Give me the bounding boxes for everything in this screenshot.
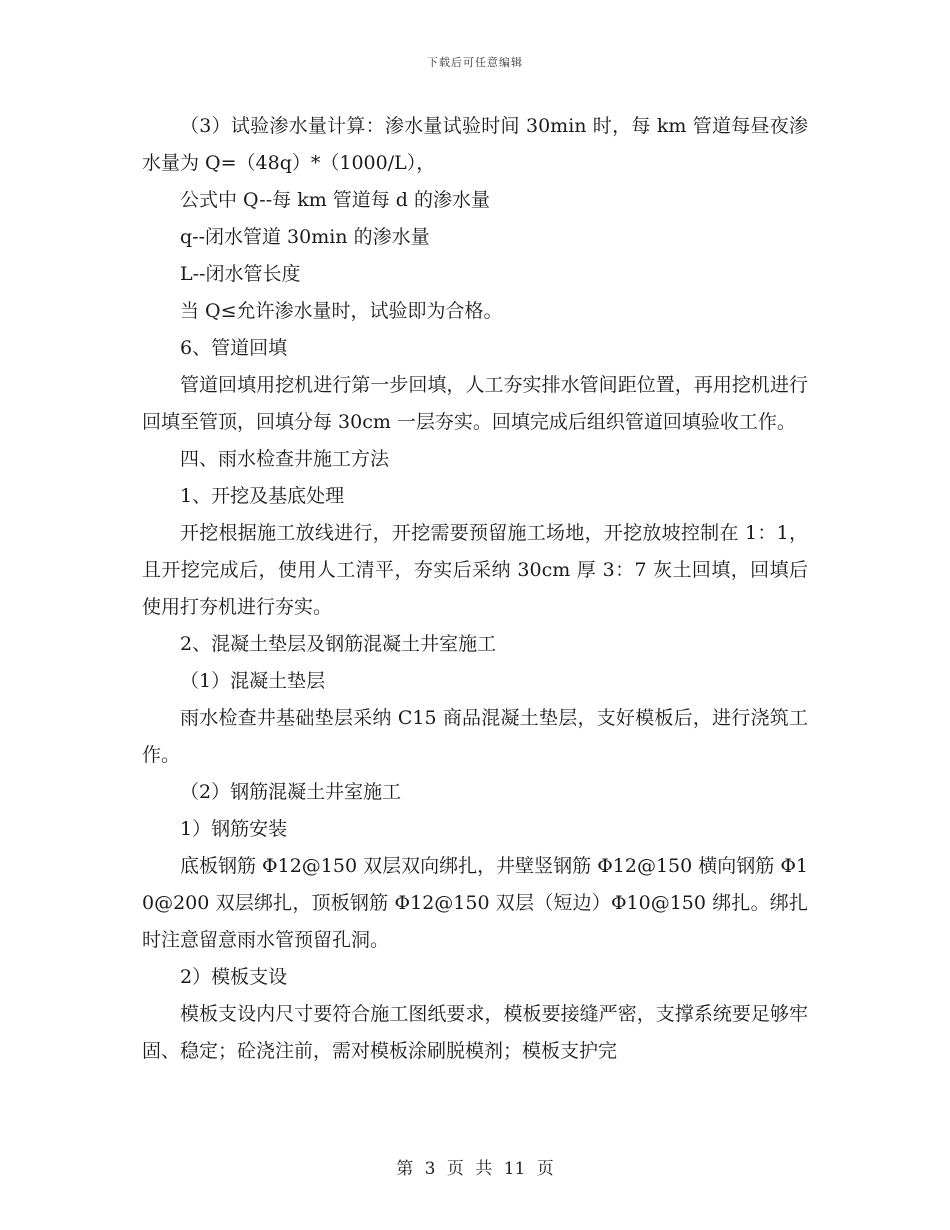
section-heading: 6、管道回填 [180, 337, 288, 359]
paragraph: 底板钢筋 Φ12@150 双层双向绑扎，井壁竖钢筋 Φ12@150 横向钢筋 Φ10@200 双层绑扎，顶板钢筋 Φ12@150 双层（短边）Φ10@150 绑扎。绑扎时注意留意雨水管预留孔洞。 [142, 855, 808, 951]
section-heading: 2、混凝土垫层及钢筋混凝土井室施工 [180, 633, 497, 655]
paragraph: 公式中 Q--每 km 管道每 d 的渗水量 [180, 189, 491, 211]
subsection-heading: （1）混凝土垫层 [180, 670, 326, 692]
subsection-heading: 2）模板支设 [180, 966, 288, 988]
subsection-heading: 1）钢筋安装 [180, 818, 288, 840]
paragraph: q--闭水管道 30min 的渗水量 [180, 226, 430, 248]
page-footer: 第 3 页 共 11 页 [396, 1159, 554, 1179]
paragraph: 当 Q≤允许渗水量时，试验即为合格。 [180, 300, 503, 322]
paragraph: L--闭水管长度 [180, 263, 301, 285]
paragraph: 雨水检查井基础垫层采纳 C15 商品混凝土垫层，支好模板后，进行浇筑工作。 [142, 707, 808, 766]
section-heading: 四、雨水检查井施工方法 [180, 448, 390, 470]
paragraph: 开挖根据施工放线进行，开挖需要预留施工场地，开挖放坡控制在 1：1，且开挖完成后，使用人工清平，夯实后采纳 30cm 厚 3：7 灰土回填，回填后使用打夯机进行夯实。 [142, 522, 808, 618]
paragraph: （3）试验渗水量计算：渗水量试验时间 30min 时，每 km 管道每昼夜渗水量为 Q=（48q）*（1000/L）， [142, 115, 808, 174]
subsection-heading: （2）钢筋混凝土井室施工 [180, 781, 402, 803]
paragraph: 管道回填用挖机进行第一步回填，人工夯实排水管间距位置，再用挖机进行回填至管顶，回填分每 30cm 一层夯实。回填完成后组织管道回填验收工作。 [142, 374, 808, 433]
section-heading: 1、开挖及基底处理 [180, 485, 345, 507]
paragraph: 模板支设内尺寸要符合施工图纸要求，模板要接缝严密，支撑系统要足够牢固、稳定；砼浇注前，需对模板涂刷脱模剂；模板支护完 [142, 1003, 808, 1062]
page-header: 下载后可任意编辑 [427, 56, 523, 69]
document-body [142, 108, 808, 1070]
